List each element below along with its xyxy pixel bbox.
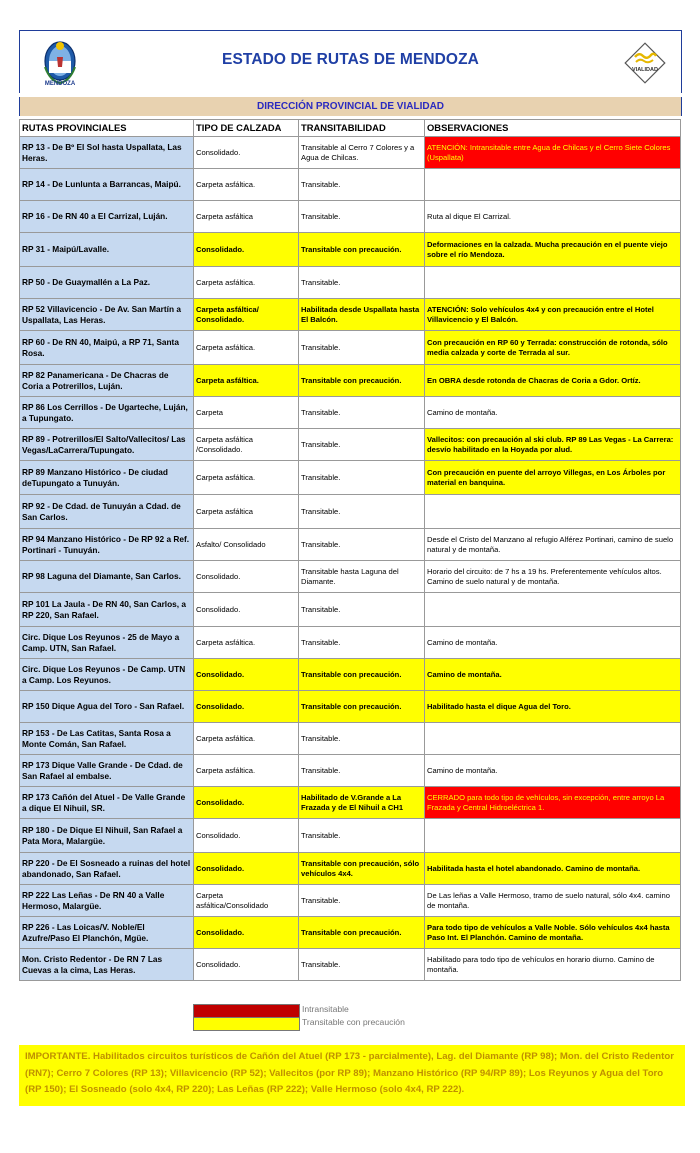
route-name-cell: RP 173 Dique Valle Grande - De Cdad. de San Rafael al embalse. xyxy=(20,755,194,787)
column-header-calzada: TIPO DE CALZADA xyxy=(194,120,299,137)
route-name-cell: RP 13 - De Bº El Sol hasta Uspallata, Las Heras. xyxy=(20,137,194,169)
observaciones-cell: Desde el Cristo del Manzano al refugio Alférez Portinari, camino de suelo natural y de montaña. xyxy=(425,529,681,561)
transitabilidad-cell: Transitable hasta Laguna del Diamante. xyxy=(299,561,425,593)
observaciones-cell: Horario del circuito: de 7 hs a 19 hs. Preferentemente vehículos altos. Camino de suelo natural y de montaña. xyxy=(425,561,681,593)
route-name-cell: Mon. Cristo Redentor - De RN 7 Las Cuevas a la cima, Las Heras. xyxy=(20,949,194,981)
legend-label-precaucion: Transitable con precaución xyxy=(302,1017,405,1027)
observaciones-cell: Camino de montaña. xyxy=(425,659,681,691)
route-name-cell: RP 52 Villavicencio - De Av. San Martín a Uspallata, Las Heras. xyxy=(20,299,194,331)
observaciones-cell: Camino de montaña. xyxy=(425,397,681,429)
table-row xyxy=(20,529,681,561)
calzada-cell: Consolidado. xyxy=(194,949,299,981)
legend-swatch-intransitable xyxy=(193,1004,300,1018)
important-note: IMPORTANTE. Habilitados circuitos turísticos de Cañón del Atuel (RP 173 - parcialmente), Lag. del Diamante (RP 98); Mon. del Cristo Redentor (RN7); Cerro 7 Colores (RP 13); Villavicencio (RP 52); Vallecitos (por RP 89); Manzano Histórico (RP 94/RP 89); Los Reyunos y Agua del Toro (RP 150); El Sosneado (solo 4x4, RP 220); Las Leñas (RP 222); Valle Hermoso (solo 4x4, RP 222). xyxy=(19,1045,685,1106)
table-row xyxy=(20,627,681,659)
route-name-cell: RP 94 Manzano Histórico - De RP 92 a Ref. Portinari - Tunuyán. xyxy=(20,529,194,561)
transitabilidad-cell: Transitable. xyxy=(299,529,425,561)
route-name-cell: RP 89 - Potrerillos/El Salto/Vallecitos/ Las Vegas/LaCarrera/Tupungato. xyxy=(20,429,194,461)
transitabilidad-cell: Transitable. xyxy=(299,593,425,627)
calzada-cell: Carpeta asfáltica /Consolidado. xyxy=(194,429,299,461)
calzada-cell: Consolidado. xyxy=(194,137,299,169)
table-row xyxy=(20,201,681,233)
route-name-cell: RP 82 Panamericana - De Chacras de Coria a Potrerillos, Luján. xyxy=(20,365,194,397)
transitabilidad-cell: Transitable al Cerro 7 Colores y a Agua de Chilcas. xyxy=(299,137,425,169)
route-name-cell: RP 60 - De RN 40, Maipú, a RP 71, Santa Rosa. xyxy=(20,331,194,365)
table-row xyxy=(20,949,681,981)
table-row xyxy=(20,787,681,819)
document-header xyxy=(19,30,682,93)
mendoza-logo-text: MENDOZA xyxy=(44,81,76,87)
transitabilidad-cell: Transitable. xyxy=(299,495,425,529)
route-name-cell: Circ. Dique Los Reyunos - 25 de Mayo a Camp. UTN, San Rafael. xyxy=(20,627,194,659)
calzada-cell: Carpeta asfáltica xyxy=(194,495,299,529)
transitabilidad-cell: Transitable con precaución. xyxy=(299,233,425,267)
table-row xyxy=(20,691,681,723)
route-name-cell: RP 92 - De Cdad. de Tunuyán a Cdad. de San Carlos. xyxy=(20,495,194,529)
route-name-cell: RP 180 - De Dique El Nihuil, San Rafael a Pata Mora, Malargüe. xyxy=(20,819,194,853)
table-row xyxy=(20,233,681,267)
table-row xyxy=(20,267,681,299)
observaciones-cell: Para todo tipo de vehículos a Valle Noble. Sólo vehículos 4x4 hasta Paso Int. El Planchón. Camino de montaña. xyxy=(425,917,681,949)
transitabilidad-cell: Transitable. xyxy=(299,885,425,917)
transitabilidad-cell: Transitable. xyxy=(299,627,425,659)
routes-table-body xyxy=(20,137,681,981)
observaciones-cell xyxy=(425,169,681,201)
transitabilidad-cell: Transitable con precaución. xyxy=(299,365,425,397)
transitabilidad-cell: Transitable con precaución. xyxy=(299,917,425,949)
transitabilidad-cell: Transitable con precaución. xyxy=(299,691,425,723)
table-row xyxy=(20,917,681,949)
transitabilidad-cell: Transitable. xyxy=(299,755,425,787)
table-row xyxy=(20,365,681,397)
dpv-logo-icon xyxy=(623,41,667,85)
table-row xyxy=(20,853,681,885)
calzada-cell: Carpeta asfáltica/ Consolidado. xyxy=(194,299,299,331)
transitabilidad-cell: Transitable. xyxy=(299,429,425,461)
observaciones-cell xyxy=(425,267,681,299)
transitabilidad-cell: Transitable con precaución, sólo vehículos 4x4. xyxy=(299,853,425,885)
table-row xyxy=(20,461,681,495)
observaciones-cell: Habilitado hasta el dique Agua del Toro. xyxy=(425,691,681,723)
transitabilidad-cell: Habilitado de V.Grande a La Frazada y de El Nihuil a CH1 xyxy=(299,787,425,819)
calzada-cell: Carpeta asfáltica. xyxy=(194,461,299,495)
observaciones-cell: CERRADO para todo tipo de vehículos, sin excepción, entre arroyo La Frazada y Central Hidroeléctrica 1. xyxy=(425,787,681,819)
legend-swatch-precaucion xyxy=(193,1017,300,1031)
route-name-cell: RP 89 Manzano Histórico - De ciudad deTupungato a Tunuyán. xyxy=(20,461,194,495)
calzada-cell: Carpeta asfáltica. xyxy=(194,627,299,659)
routes-table xyxy=(19,119,681,981)
transitabilidad-cell: Transitable. xyxy=(299,267,425,299)
column-header-observaciones: OBSERVACIONES xyxy=(425,120,681,137)
observaciones-cell: De Las leñas a Valle Hermoso, tramo de suelo natural, sólo 4x4. camino de montaña. xyxy=(425,885,681,917)
route-name-cell: RP 220 - De El Sosneado a ruinas del hotel abandonado, San Rafael. xyxy=(20,853,194,885)
transitabilidad-cell: Transitable. xyxy=(299,819,425,853)
observaciones-cell: En OBRA desde rotonda de Chacras de Coria a Gdor. Ortíz. xyxy=(425,365,681,397)
transitabilidad-cell: Transitable. xyxy=(299,723,425,755)
calzada-cell: Carpeta asfáltica. xyxy=(194,365,299,397)
calzada-cell: Carpeta xyxy=(194,397,299,429)
page-title: ESTADO DE RUTAS DE MENDOZA xyxy=(222,51,479,68)
table-row xyxy=(20,659,681,691)
transitabilidad-cell: Transitable. xyxy=(299,331,425,365)
calzada-cell: Consolidado. xyxy=(194,561,299,593)
route-name-cell: RP 98 Laguna del Diamante, San Carlos. xyxy=(20,561,194,593)
table-row xyxy=(20,755,681,787)
transitabilidad-cell: Transitable con precaución. xyxy=(299,659,425,691)
calzada-cell: Carpeta asfáltica. xyxy=(194,723,299,755)
transitabilidad-cell: Transitable. xyxy=(299,397,425,429)
route-name-cell: RP 226 - Las Loicas/V. Noble/El Azufre/Paso El Planchón, Mgüe. xyxy=(20,917,194,949)
observaciones-cell: Camino de montaña. xyxy=(425,755,681,787)
table-row xyxy=(20,397,681,429)
transitabilidad-cell: Transitable. xyxy=(299,461,425,495)
calzada-cell: Carpeta asfáltica xyxy=(194,201,299,233)
observaciones-cell: Con precaución en puente del arroyo Villegas, en Los Árboles por material en banquina. xyxy=(425,461,681,495)
calzada-cell: Carpeta asfáltica/Consolidado xyxy=(194,885,299,917)
route-name-cell: RP 50 - De Guaymallén a La Paz. xyxy=(20,267,194,299)
observaciones-cell xyxy=(425,723,681,755)
observaciones-cell: Vallecitos: con precaución al ski club. RP 89 Las Vegas - La Carrera: desvío habilitado en la Hoyada por alud. xyxy=(425,429,681,461)
observaciones-cell: Habilitada hasta el hotel abandonado. Camino de montaña. xyxy=(425,853,681,885)
table-row xyxy=(20,169,681,201)
calzada-cell: Carpeta asfáltica. xyxy=(194,169,299,201)
observaciones-cell xyxy=(425,593,681,627)
vialidad-logo-text: VIALIDAD xyxy=(632,67,658,73)
column-header-rutas: RUTAS PROVINCIALES xyxy=(20,120,194,137)
route-name-cell: RP 153 - De Las Catitas, Santa Rosa a Monte Comán, San Rafael. xyxy=(20,723,194,755)
calzada-cell: Consolidado. xyxy=(194,787,299,819)
transitabilidad-cell: Habilitada desde Uspallata hasta El Balcón. xyxy=(299,299,425,331)
table-row xyxy=(20,331,681,365)
table-row xyxy=(20,819,681,853)
observaciones-cell: ATENCIÓN: Solo vehículos 4x4 y con precaución entre el Hotel Villavicencio y El Balcón. xyxy=(425,299,681,331)
calzada-cell: Carpeta asfáltica. xyxy=(194,267,299,299)
table-row xyxy=(20,593,681,627)
observaciones-cell: Habilitado para todo tipo de vehículos en horario diurno. Camino de montaña. xyxy=(425,949,681,981)
route-name-cell: RP 222 Las Leñas - De RN 40 a Valle Hermoso, Malargüe. xyxy=(20,885,194,917)
observaciones-cell: ATENCIÓN: Intransitable entre Agua de Chilcas y el Cerro Siete Colores (Uspallata) xyxy=(425,137,681,169)
route-name-cell: RP 16 - De RN 40 a El Carrizal, Luján. xyxy=(20,201,194,233)
route-name-cell: RP 173 Cañón del Atuel - De Valle Grande a dique El Nihuil, SR. xyxy=(20,787,194,819)
table-row xyxy=(20,299,681,331)
observaciones-cell xyxy=(425,819,681,853)
table-header-row xyxy=(20,120,681,137)
calzada-cell: Asfalto/ Consolidado xyxy=(194,529,299,561)
route-name-cell: RP 86 Los Cerrillos - De Ugarteche, Luján, a Tupungato. xyxy=(20,397,194,429)
table-row xyxy=(20,561,681,593)
calzada-cell: Consolidado. xyxy=(194,917,299,949)
observaciones-cell: Deformaciones en la calzada. Mucha precaución en el puente viejo sobre el río Mendoza. xyxy=(425,233,681,267)
observaciones-cell: Con precaución en RP 60 y Terrada: construcción de rotonda, sólo media calzada y corte de Terrada al sur. xyxy=(425,331,681,365)
calzada-cell: Carpeta asfáltica. xyxy=(194,331,299,365)
calzada-cell: Consolidado. xyxy=(194,853,299,885)
route-name-cell: Circ. Dique Los Reyunos - De Camp. UTN a Camp. Los Reyunos. xyxy=(20,659,194,691)
observaciones-cell: Ruta al dique El Carrizal. xyxy=(425,201,681,233)
transitabilidad-cell: Transitable. xyxy=(299,201,425,233)
calzada-cell: Consolidado. xyxy=(194,593,299,627)
legend-label-intransitable: Intransitable xyxy=(302,1004,349,1014)
table-row xyxy=(20,429,681,461)
route-name-cell: RP 31 - Maipú/Lavalle. xyxy=(20,233,194,267)
route-name-cell: RP 14 - De Lunlunta a Barrancas, Maipú. xyxy=(20,169,194,201)
section-subheader: DIRECCIÓN PROVINCIAL DE VIALIDAD xyxy=(19,97,682,116)
table-row xyxy=(20,137,681,169)
route-name-cell: RP 101 La Jaula - De RN 40, San Carlos, a RP 220, San Rafael. xyxy=(20,593,194,627)
calzada-cell: Carpeta asfáltica. xyxy=(194,755,299,787)
column-header-transitabilidad: TRANSITABILIDAD xyxy=(299,120,425,137)
table-row xyxy=(20,495,681,529)
transitabilidad-cell: Transitable. xyxy=(299,949,425,981)
table-row xyxy=(20,723,681,755)
transitabilidad-cell: Transitable. xyxy=(299,169,425,201)
table-row xyxy=(20,885,681,917)
calzada-cell: Consolidado. xyxy=(194,659,299,691)
route-name-cell: RP 150 Dique Agua del Toro - San Rafael. xyxy=(20,691,194,723)
calzada-cell: Consolidado. xyxy=(194,233,299,267)
calzada-cell: Consolidado. xyxy=(194,819,299,853)
observaciones-cell: Camino de montaña. xyxy=(425,627,681,659)
observaciones-cell xyxy=(425,495,681,529)
calzada-cell: Consolidado. xyxy=(194,691,299,723)
